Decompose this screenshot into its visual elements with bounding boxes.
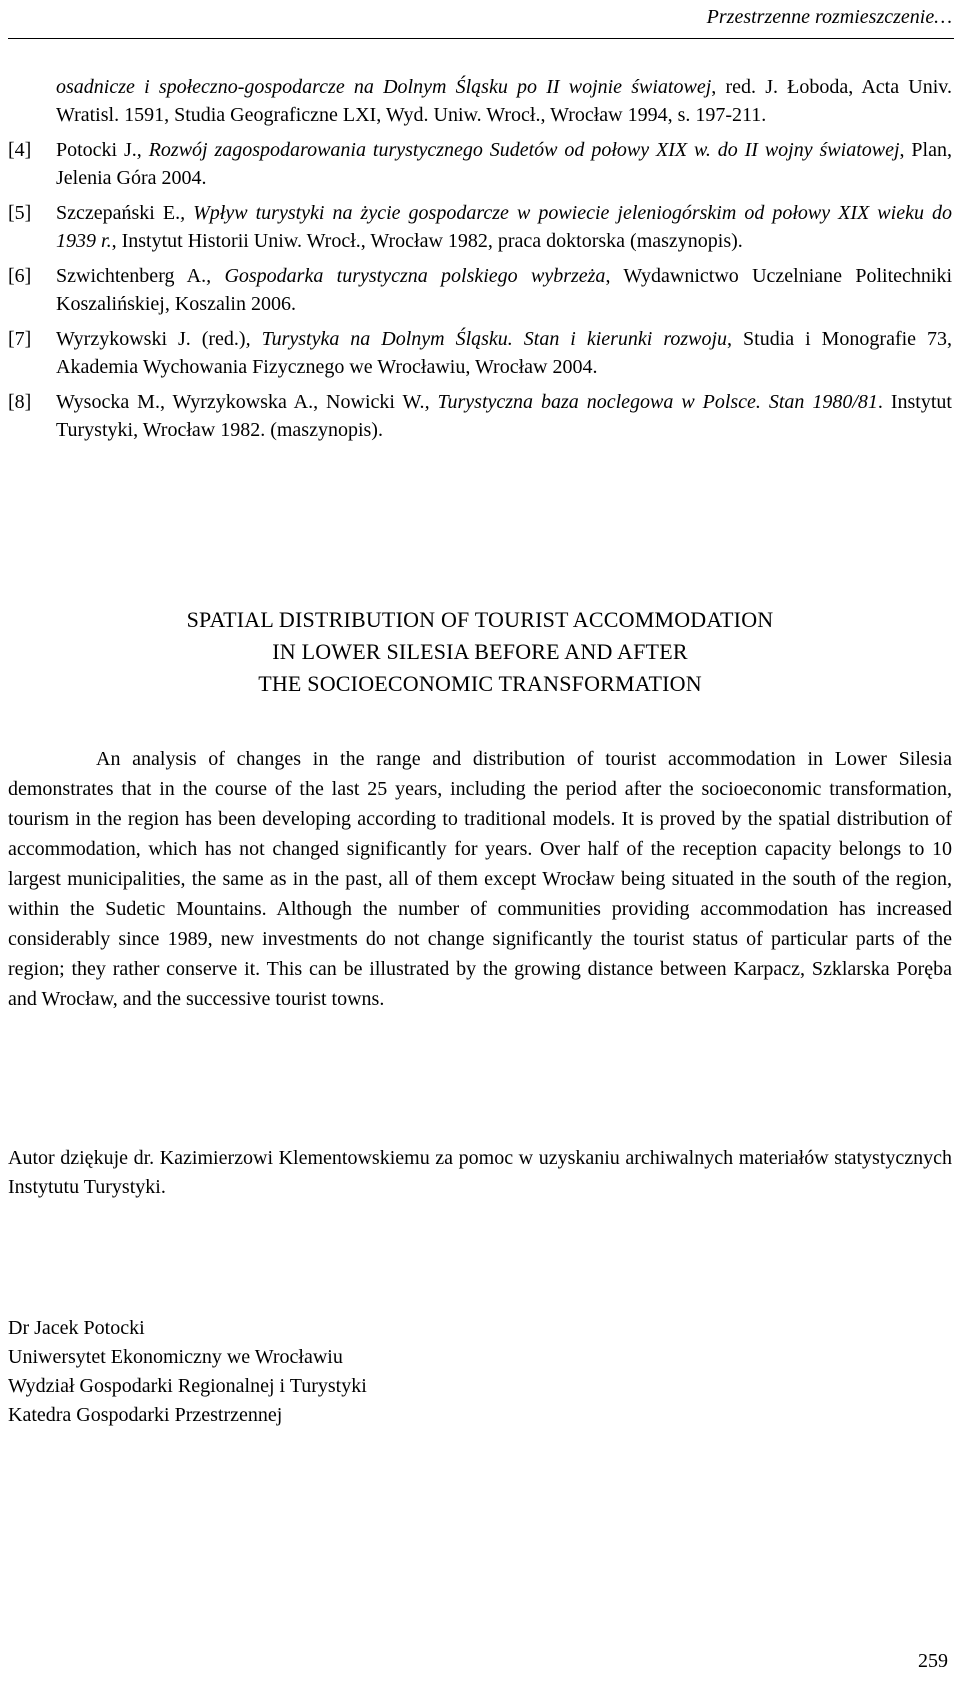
reference-item xyxy=(8,137,952,192)
reference-list xyxy=(8,74,952,452)
reference-item xyxy=(8,389,952,444)
reference-details: , Instytut Historii Uniw. Wrocł., Wrocław 1982, praca doktorska (maszynopis). xyxy=(111,229,743,252)
author-department: Katedra Gospodarki Przestrzennej xyxy=(8,1404,283,1426)
author-faculty: Wydział Gospodarki Regionalnej i Turystyki xyxy=(8,1375,367,1397)
reference-number: [8] xyxy=(8,391,32,413)
running-header xyxy=(8,4,952,30)
header-rule xyxy=(8,38,954,39)
reference-title: , Gospodarka turystyczna polskiego wybrzeża xyxy=(206,265,606,287)
reference-details: , Wydawnictwo Uczelniane Politechniki Koszalińskiej, Koszalin 2006. xyxy=(56,265,953,315)
reference-continuation xyxy=(8,74,952,129)
author-university: Uniwersytet Ekonomiczny we Wrocławiu xyxy=(8,1346,343,1368)
reference-details: , Studia i Monografie 73, Akademia Wychowania Fizycznego we Wrocławiu, Wrocław 2004. xyxy=(56,328,953,378)
reference-author: Potocki J. xyxy=(56,139,137,161)
ref-cont-title: osadnicze i społeczno-gospodarcze na Dolnym Śląsku po II wojnie światowej xyxy=(56,76,712,98)
ref-cont-rest: , red. J. Łoboda, Acta Univ. Wratisl. 1591, Studia Geograficzne LXI, Wyd. Uniw. Wrocł., Wrocław 1994, s. 197-211. xyxy=(56,76,953,126)
reference-number: [5] xyxy=(8,202,32,224)
reference-title: , Turystyczna baza noclegowa w Polsce. Stan 1980/81 xyxy=(424,391,878,413)
author-name: Dr Jacek Potocki xyxy=(8,1317,145,1339)
reference-details: , Plan, Jelenia Góra 2004. xyxy=(56,139,952,189)
reference-details: . Instytut Turystyki, Wrocław 1982. (maszynopis). xyxy=(56,391,952,441)
reference-item xyxy=(8,200,952,255)
english-title-line: SPATIAL DISTRIBUTION OF TOURIST ACCOMMODATION xyxy=(186,607,774,632)
reference-number: [4] xyxy=(8,139,32,161)
reference-author: Wysocka M., Wyrzykowska A., Nowicki W. xyxy=(56,391,425,413)
acknowledgement: Autor dziękuje dr. Kazimierzowi Klementowskiemu za pomoc w uzyskaniu archiwalnych materiałów statystycznych Instytutu Turystyki. xyxy=(8,1147,952,1198)
english-title xyxy=(0,604,960,700)
reference-item xyxy=(8,263,952,318)
reference-title: , Wpływ turystyki na życie gospodarcze w powiecie jeleniogórskim od połowy XIX wieku do 1939 r. xyxy=(56,202,952,252)
english-title-line: THE SOCIOECONOMIC TRANSFORMATION xyxy=(258,671,702,696)
page-number: 259 xyxy=(918,1650,948,1672)
english-title-line: IN LOWER SILESIA BEFORE AND AFTER xyxy=(272,639,688,664)
reference-author: Wyrzykowski J. (red.) xyxy=(56,328,246,350)
running-title: Przestrzenne rozmieszczenie… xyxy=(706,6,952,28)
reference-author: Szwichtenberg A. xyxy=(56,265,207,287)
reference-number: [7] xyxy=(8,328,32,350)
reference-title: , Turystyka na Dolnym Śląsku. Stan i kierunki rozwoju xyxy=(245,328,728,350)
reference-author: Szczepański E. xyxy=(56,202,181,224)
author-affiliation xyxy=(8,1314,367,1430)
reference-item xyxy=(8,326,952,381)
reference-number: [6] xyxy=(8,265,32,287)
abstract-paragraph: An analysis of changes in the range and distribution of tourist accommodation in Lower Silesia demonstrates that in the course of the last 25 years, including the period after the socioeconomic transformation, tourism in the region has been developing according to traditional models. It is proved by the spatial distribution of accommodation, which has not changed significantly for years. Over half of the reception capacity belongs to 10 largest municipalities, the same as in the past, all of them except Wrocław being situated in the south of the region, within the Sudetic Mountains. Although the number of communities providing accommodation has increased considerably since 1989, new investments do not change significantly the tourist status of particular parts of the region; they rather conserve it. This can be illustrated by the growing distance between Karpacz, Szklarska Poręba and Wrocław, and the successive tourist towns. xyxy=(8,748,952,1010)
reference-title: , Rozwój zagospodarowania turystycznego Sudetów od połowy XIX w. do II wojny światowej xyxy=(136,139,900,161)
